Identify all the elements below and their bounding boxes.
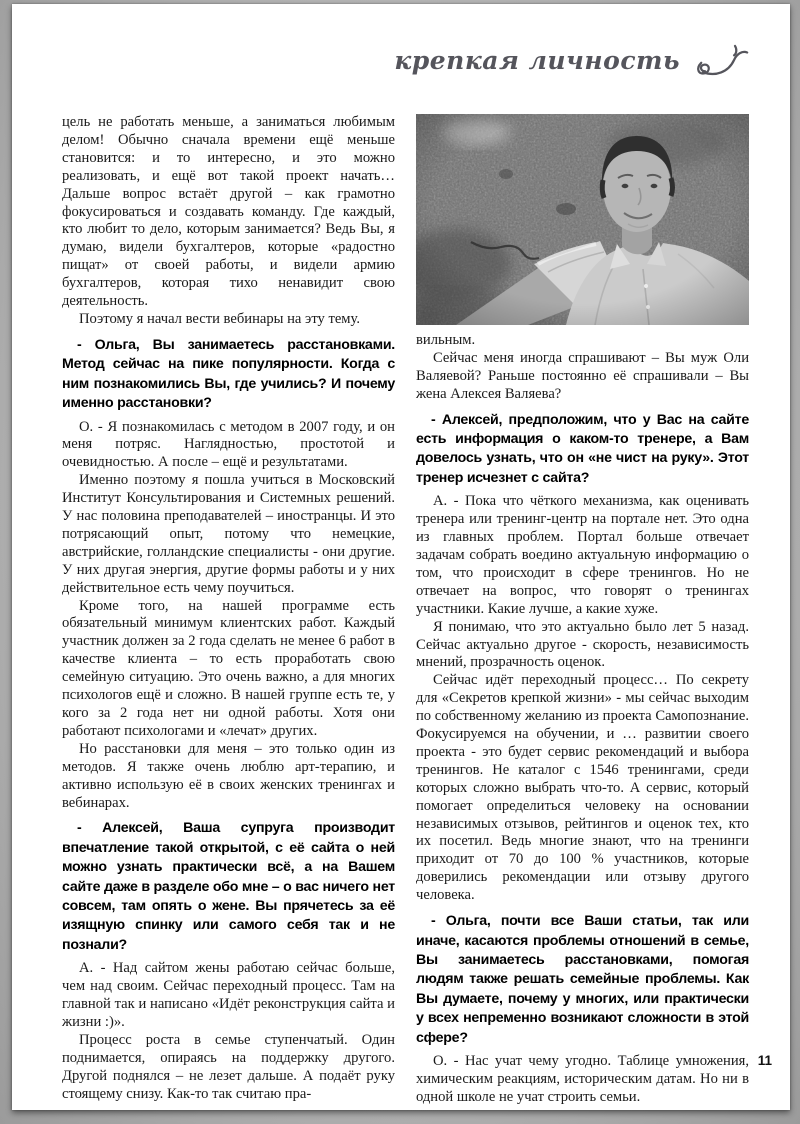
- paragraph: А. - Пока что чёткого механизма, как оценивать тренера или тренинг-центр на портале нет. Это одна из главных проблем. Портал больше отвечает задачам собрать воедино актуальную информацию о том, что происходит в сфере тренингов. Но не отвечает на вопрос, что говорят о тренингах участники. Какие лучше, а какие хуже.: [416, 493, 749, 617]
- paragraph: Процесс роста в семье ступенчатый. Один поднимается, опираясь на поддержку другого. Другой поднялся – не лезет дальше. А подаёт руку стоящему снизу. Как-то так считаю пра-: [62, 1031, 395, 1102]
- section-title: крепкая личность: [394, 45, 680, 75]
- interview-question: - Ольга, почти все Ваши статьи, так или иначе, касаются проблемы отношений в семье, Вы занимаетесь расстановками, помогая людям также решать семейные проблемы. Как Вы думаете, почему у многих, или практически у всех непременно возникают сложности в этой сфере?: [416, 913, 749, 1046]
- section-header: [12, 44, 750, 76]
- paragraph: Кроме того, на нашей программе есть обязательный минимум клиентских работ. Каждый участник должен за 2 года сделать не менее 6 работ в качестве клиента – то есть проработать свою семейную ситуацию. Это очень важно, а для многих психологов ещё и сложно. В нашей группе есть те, у кого за 2 года нет ни одной работы. Хотя они работают психологами и «лечат» других.: [62, 597, 395, 739]
- left-column: [62, 114, 395, 1107]
- interview-question: - Ольга, Вы занимаетесь расстановками. Метод сейчас на пике популярности. Когда с ним познакомились Вы, где учились? И почему именно расстановки?: [62, 336, 395, 412]
- paragraph: Поэтому я начал вести вебинары на эту тему.: [79, 310, 361, 327]
- paragraph: Но расстановки для меня – это только один из методов. Я также очень люблю арт-терапию, и активно использую её в своих женских тренингах и вебинарах.: [62, 740, 395, 811]
- interview-question: - Алексей, предположим, что у Вас на сайте есть информация о каком-то тренере, а Вам довелось узнать, что он «не чист на руку». Этот тренер исчезнет с сайта?: [416, 411, 749, 486]
- paragraph: О. - Нас учат чему угодно. Таблице умножения, химическим реакциям, историческим датам. Но ни в одной школе не учат строить семьи.: [416, 1052, 749, 1105]
- paragraph: О. - Я познакомилась с методом в 2007 году, и он меня потряс. Наглядностью, простотой и очевидностью. А после – ещё и результатами.: [62, 418, 395, 471]
- paragraph: А. - Над сайтом жены работаю сейчас больше, чем над своим. Сейчас переходный процесс. Там на главной так и написано «Идёт реконструкция сайта и жизни :)».: [62, 960, 395, 1030]
- paragraph: вильным.: [416, 332, 476, 348]
- portrait-photo: [416, 114, 749, 325]
- page-number: 11: [757, 1053, 772, 1068]
- paragraph: цель не работать меньше, а заниматься любимым делом! Обычно сначала времени ещё меньше становится: и то интересно, и это можно реализовать, и ещё вот такой проект начать… Дальше вопрос встаёт другой – как грамотно фокусироваться и создавать команду. Где каждый, кто любит то дело, которым занимается? Ведь Вы, я думаю, видели бухгалтеров, которые «радостно пищат» от своей работы, и видели армию бухгалтеров, которая тихо ненавидит свою деятельность.: [62, 114, 395, 310]
- interview-question: - Алексей, Ваша супруга производит впечатление такой открытой, с её сайта о ней можно узнать практически всё, а на Вашем сайте даже в разделе обо мне – о вас ничего нет совсем, там опять о жене. Вы прячетесь за её изящную спинку или самого себя так и не познали?: [62, 820, 395, 953]
- magazine-page: [12, 4, 790, 1110]
- paragraph: Я понимаю, что это актуально было лет 5 назад. Сейчас актуально другое - скорость, независимость мнений, прозрачность оценок.: [416, 618, 749, 671]
- flourish-swirl-icon: [690, 43, 750, 77]
- article-columns: [62, 114, 748, 1107]
- paragraph: Именно поэтому я пошла учиться в Московский Институт Консультирования и Системных решений. У нас половина преподавателей – иностранцы. И это потрясающий опыт, потому что немецкие, австрийские, голландские специалисты - они другие. У них другая энергия, другие формы работы и у них действительное есть чему поучиться.: [62, 472, 395, 596]
- paragraph: Сейчас идёт переходный процесс… По секрету для «Секретов крепкой жизни» - мы сейчас выходим по собственному желанию из проекта Самопознание. Фокусируемся на обучении, и … развитии своего проекта - это будет сервис рекомендаций и выбора тренингов. Не каталог с 1546 тренингами, среди которых сложно выбрать что-то. А сервис, который помогает определиться человеку на основании независимых отзывов, рейтингов и оценок тех, кто их посетил. Ведь многие знают, что на тренинги приходит от 70 до 100 % участников, которые доверились рекомендации или отзыву другого человека.: [416, 672, 749, 904]
- paragraph: Сейчас меня иногда спрашивают – Вы муж Оли Валяевой? Раньше постоянно её спрашивали – Вы жена Алексея Валяева?: [416, 349, 749, 402]
- right-column: [416, 114, 749, 1107]
